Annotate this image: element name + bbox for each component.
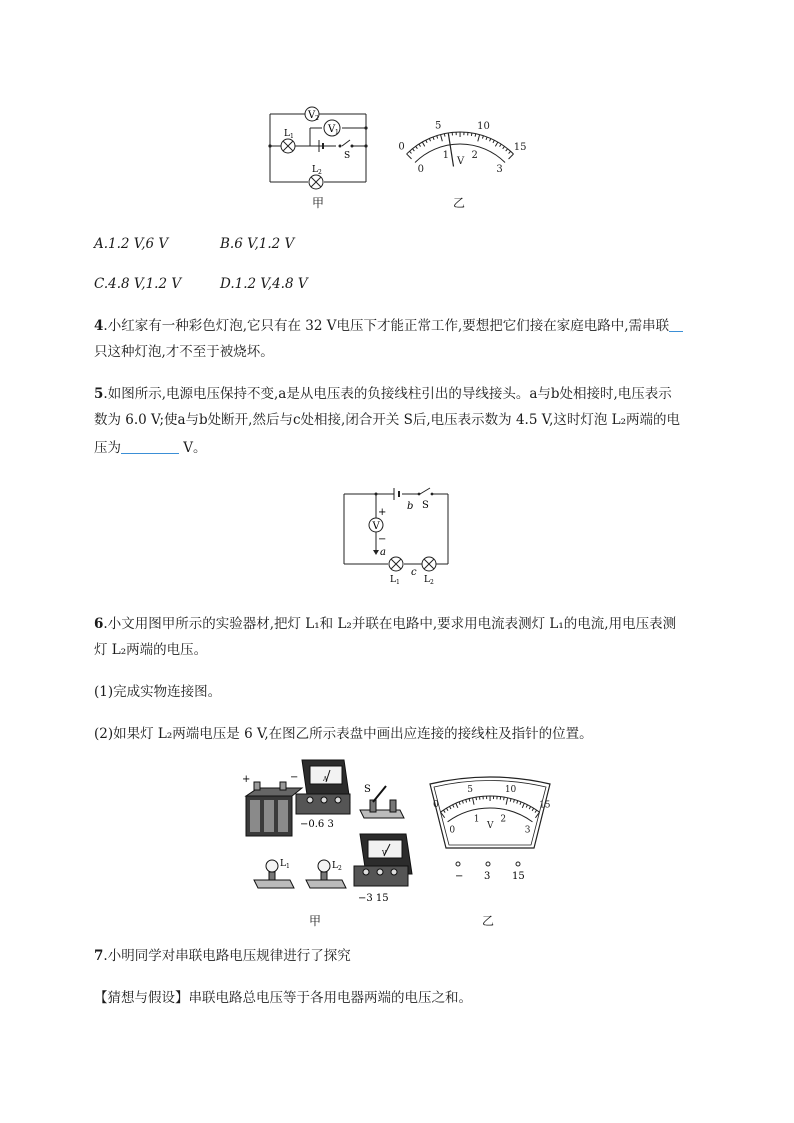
fig1-meter-top-tick-3: 15 bbox=[513, 141, 527, 153]
q5-fig-b: b bbox=[407, 501, 414, 512]
q5-fig-s: S bbox=[422, 500, 429, 511]
q6-sub1: (1)完成实物连接图。 bbox=[94, 684, 222, 700]
q4-line1 bbox=[94, 316, 683, 336]
fig1-caption-left: 甲 bbox=[312, 196, 325, 210]
fig1-meter-needle bbox=[448, 134, 453, 167]
q5-text3b: V。 bbox=[179, 440, 207, 456]
q6-text1: .小文用图甲所示的实验器材,把灯 L₁和 L₂并联在电路中,要求用电流表测灯 L₁的电流,用电压表测 bbox=[103, 616, 677, 632]
q5-text3a: 压为 bbox=[94, 440, 121, 456]
option-a: A.1.2 V,6 V bbox=[94, 236, 169, 252]
option-d: D.1.2 V,4.8 V bbox=[220, 276, 308, 292]
q4-number: 4 bbox=[94, 318, 104, 334]
q4-line2: 只这种灯泡,才不至于被烧坏。 bbox=[94, 344, 274, 360]
q5-fig-plus: + bbox=[378, 507, 387, 518]
ammeter-terminals: −0.6 3 bbox=[300, 819, 334, 830]
battery-plus-label: + bbox=[242, 774, 251, 785]
q6-dial-top-tick-3: 15 bbox=[539, 800, 551, 811]
fig1-l2-sub: 2 bbox=[318, 169, 322, 176]
figure-q5-circuit bbox=[338, 484, 454, 588]
fig1-v2-sub: 2 bbox=[315, 115, 319, 122]
q6-dial-top-tick-0: 0 bbox=[433, 800, 439, 811]
fig1-meter-bottom-tick-1: 1 bbox=[442, 149, 450, 161]
fig1-meter-top-tick-1: 5 bbox=[434, 120, 442, 132]
fig1-meter-top-tick-2: 10 bbox=[477, 120, 490, 132]
switch-label: S bbox=[364, 784, 371, 795]
dial-terminal-minus: − bbox=[455, 871, 464, 882]
q6-line1 bbox=[94, 614, 676, 634]
fig1-meter-bottom-tick-0: 0 bbox=[417, 164, 425, 176]
dial-terminal-15: 15 bbox=[512, 871, 525, 882]
q6-sub2: (2)如果灯 L₂两端电压是 6 V,在图乙所示表盘中画出应连接的接线柱及指针的位置。 bbox=[94, 726, 593, 742]
lamp-l1-icon bbox=[254, 859, 294, 888]
q5-fig-l1-sub: 1 bbox=[396, 579, 400, 586]
fig1-meter-unit: V bbox=[457, 156, 465, 168]
q5-fig-l2: L bbox=[424, 575, 430, 585]
q5-text1: .如图所示,电源电压保持不变,a是从电压表的负接线柱引出的导线接头。a与b处相接时,电压表示 bbox=[103, 386, 672, 402]
q4-blank bbox=[669, 317, 683, 332]
q6-dial-bottom-tick-1: 1 bbox=[473, 814, 480, 825]
q7-line2: 【猜想与假设】串联电路总电压等于各用电器两端的电压之和。 bbox=[94, 990, 472, 1006]
ammeter-unit: A bbox=[323, 776, 328, 783]
q5-blank bbox=[121, 439, 179, 454]
fig1-meter-bottom-tick-2: 2 bbox=[471, 149, 478, 161]
q5-fig-minus: − bbox=[378, 534, 387, 545]
fig1-meter-bottom-tick-3: 3 bbox=[496, 164, 503, 176]
fig1-l1-label: L bbox=[284, 129, 290, 139]
lamp-l2-sub: 2 bbox=[338, 865, 342, 872]
fig6-caption-left: 甲 bbox=[309, 914, 322, 928]
option-b: B.6 V,1.2 V bbox=[220, 236, 295, 252]
q5-line2: 数为 6.0 V;使a与b处断开,然后与c处相接,闭合开关 S后,电压表示数为 4.5 V,这时灯泡 L₂两端的电 bbox=[94, 412, 681, 428]
voltmeter-terminals: −3 15 bbox=[358, 893, 389, 904]
lamp-l1-sub: 1 bbox=[286, 863, 290, 870]
q5-line1 bbox=[94, 384, 672, 404]
voltmeter-icon bbox=[354, 834, 412, 904]
fig1-switch-label: S bbox=[344, 151, 351, 161]
fig1-v1-sub: 1 bbox=[335, 129, 339, 136]
dial-terminal-3: 3 bbox=[484, 871, 491, 882]
q4-text1: .小红家有一种彩色灯泡,它只有在 32 V电压下才能正常工作,要想把它们接在家庭电路中,需串联 bbox=[103, 318, 670, 334]
battery-minus-label: − bbox=[290, 772, 299, 783]
battery-pack-icon bbox=[242, 772, 302, 836]
q6-line2: 灯 L₂两端的电压。 bbox=[94, 642, 208, 658]
q5-line3 bbox=[94, 438, 207, 458]
fig1-v2-label: V bbox=[308, 110, 316, 121]
q5-fig-l1: L bbox=[390, 575, 396, 585]
q7-line1 bbox=[94, 946, 351, 966]
fig1-l1-sub: 1 bbox=[290, 133, 294, 140]
fig6-caption-right: 乙 bbox=[482, 914, 495, 928]
q6-dial-top-tick-2: 10 bbox=[504, 784, 517, 795]
fig1-meter-top-tick-0: 0 bbox=[398, 141, 405, 153]
option-c: C.4.8 V,1.2 V bbox=[94, 276, 182, 292]
q6-dial-unit: V bbox=[487, 821, 494, 831]
q6-dial-bottom-tick-3: 3 bbox=[524, 825, 531, 836]
lamp-l2-label: L bbox=[332, 861, 338, 871]
q6-dial-top-tick-1: 5 bbox=[467, 784, 474, 795]
q5-fig-v: V bbox=[372, 521, 380, 532]
figure-q6-dial bbox=[424, 770, 556, 882]
q7-text1: .小明同学对串联电路电压规律进行了探究 bbox=[103, 948, 351, 964]
fig1-v1-label: V bbox=[328, 124, 336, 135]
voltmeter-unit: V bbox=[382, 850, 387, 857]
figure-1-meter bbox=[388, 108, 532, 176]
q6-dial-bottom-tick-0: 0 bbox=[449, 825, 456, 836]
q6-number: 6 bbox=[94, 616, 104, 632]
fig1-l2-label: L bbox=[312, 165, 318, 175]
q5-fig-l2-sub: 2 bbox=[430, 579, 434, 586]
lamp-l2-icon bbox=[306, 860, 346, 888]
switch-icon bbox=[360, 784, 404, 818]
figure-q6-apparatus bbox=[240, 756, 416, 906]
q5-number: 5 bbox=[94, 386, 104, 402]
q6-dial-bottom-tick-2: 2 bbox=[500, 814, 507, 825]
lamp-l1-label: L bbox=[280, 859, 286, 869]
q7-number: 7 bbox=[94, 948, 104, 964]
fig1-caption-right: 乙 bbox=[453, 196, 466, 210]
figure-1-circuit bbox=[262, 100, 374, 188]
q5-fig-c: c bbox=[411, 567, 417, 578]
ammeter-icon bbox=[296, 760, 350, 830]
q5-fig-a: a bbox=[380, 547, 386, 558]
